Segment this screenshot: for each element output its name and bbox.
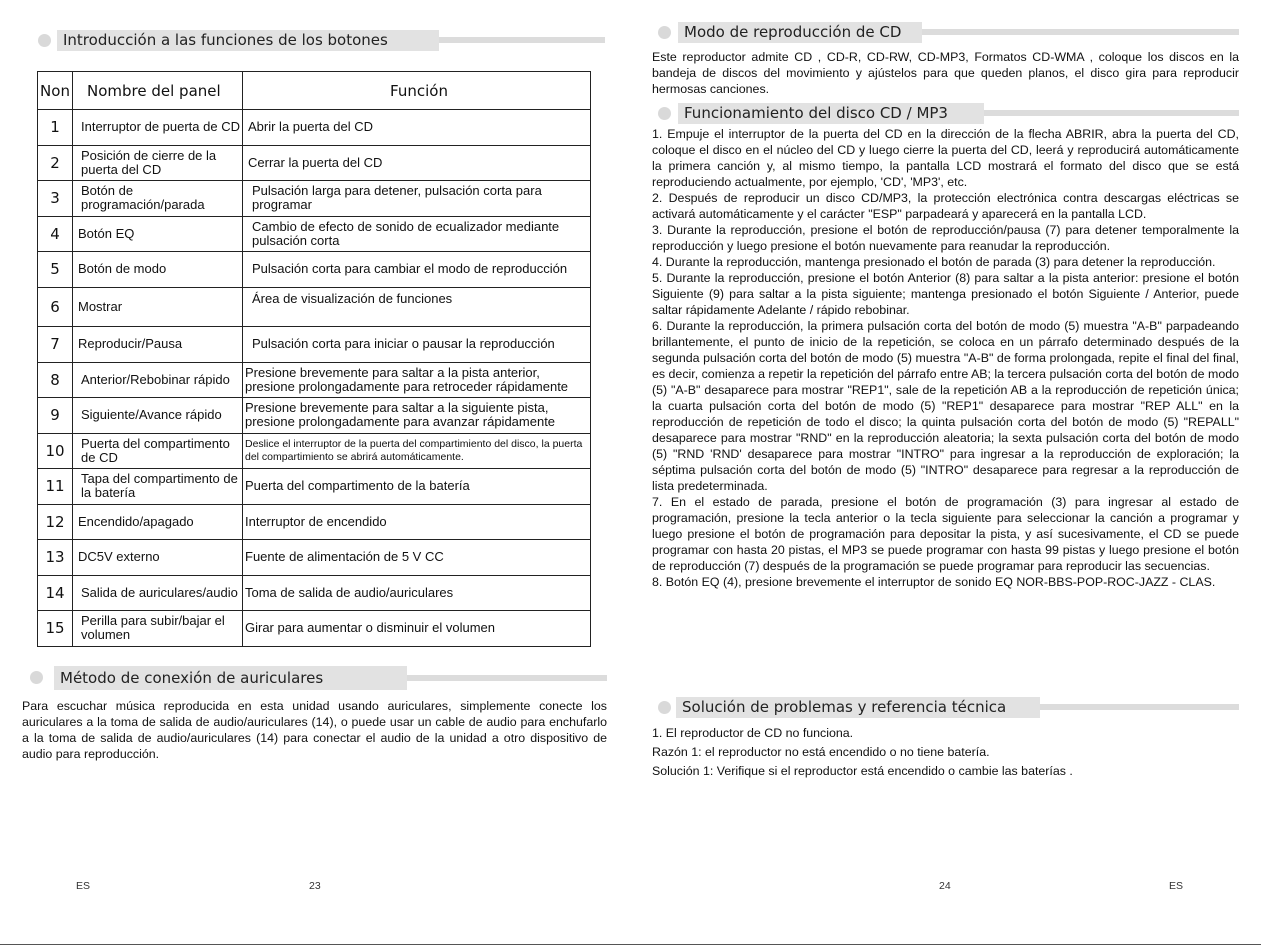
page-number: 24 <box>939 880 951 892</box>
section-title: Modo de reproducción de CD <box>678 22 922 43</box>
function-text: Área de visualización de funciones <box>243 287 591 327</box>
section-rule <box>407 675 607 681</box>
panel-name: Mostrar <box>73 287 243 327</box>
function-text: Presione brevemente para saltar a la siguiente pista, presione prolongadamente para avanzar rápidamente <box>243 398 591 434</box>
table-row <box>38 611 591 647</box>
list-item: 2. Después de reproducir un disco CD/MP3, la protección electrónica contra descargas eléctricas se activará automáticamente y el carácter "ESP" parpadeará y aparecerá en la pantalla LCD. <box>652 191 1239 221</box>
function-text: Deslice el interruptor de la puerta del compartimiento del disco, la puerta del compartimiento se abrirá automáticamente. <box>243 433 591 469</box>
panel-name: Posición de cierre de la puerta del CD <box>73 145 243 181</box>
column-header: Nombre del panel <box>73 72 243 110</box>
section-title: Introducción a las funciones de los botones <box>57 30 439 51</box>
table-header-row <box>38 72 591 110</box>
section-rule <box>984 110 1239 116</box>
table-row <box>38 181 591 217</box>
bullet-icon <box>658 701 671 714</box>
bullet-icon <box>658 107 671 120</box>
section-header-troubleshooting <box>631 697 1261 718</box>
row-number: 11 <box>38 469 73 505</box>
row-number: 9 <box>38 398 73 434</box>
function-text: Fuente de alimentación de 5 V CC <box>243 540 591 576</box>
headphones-paragraph <box>22 698 607 762</box>
table-row <box>38 216 591 252</box>
function-text: Interruptor de encendido <box>243 504 591 540</box>
function-text: Toma de salida de audio/auriculares <box>243 575 591 611</box>
list-item: 3. Durante la reproducción, presione el botón de reproducción/pausa (7) para detener temporalmente la reproducción y luego presione el botón nuevamente para reanudar la reproducción. <box>652 223 1239 253</box>
row-number: 8 <box>38 362 73 398</box>
panel-name: Siguiente/Avance rápido <box>73 398 243 434</box>
table-row <box>38 287 591 327</box>
section-header-headphones <box>0 666 630 690</box>
panel-name: Botón de modo <box>73 252 243 288</box>
table-row <box>38 398 591 434</box>
function-text: Cerrar la puerta del CD <box>243 145 591 181</box>
bullet-icon <box>30 671 43 684</box>
panel-name: Salida de auriculares/audio <box>73 575 243 611</box>
list-item: 1. El reproductor de CD no funciona. <box>652 726 854 740</box>
section-header-buttons <box>0 30 630 51</box>
left-page <box>0 0 630 946</box>
row-number: 7 <box>38 327 73 363</box>
cd-mode-paragraph <box>652 49 1239 97</box>
button-functions-table <box>37 71 591 647</box>
function-text: Abrir la puerta del CD <box>243 110 591 146</box>
row-number: 10 <box>38 433 73 469</box>
bottom-divider <box>0 944 1261 945</box>
footer-lang: ES <box>1169 880 1184 892</box>
panel-name: Tapa del compartimento de la batería <box>73 469 243 505</box>
right-page <box>631 0 1261 946</box>
section-header-cd-mode <box>631 22 1261 43</box>
list-item: Razón 1: el reproductor no está encendido o no tiene batería. <box>652 745 990 759</box>
section-rule <box>1040 704 1239 710</box>
table-row <box>38 327 591 363</box>
function-text: Pulsación corta para iniciar o pausar la reproducción <box>243 327 591 363</box>
table-row <box>38 433 591 469</box>
panel-name: Anterior/Rebobinar rápido <box>73 362 243 398</box>
panel-name: Botón de programación/parada <box>73 181 243 217</box>
table-row <box>38 145 591 181</box>
row-number: 6 <box>38 287 73 327</box>
row-number: 5 <box>38 252 73 288</box>
table-row <box>38 504 591 540</box>
panel-name: Puerta del compartimento de CD <box>73 433 243 469</box>
footer-lang: ES <box>76 880 91 892</box>
panel-name: Encendido/apagado <box>73 504 243 540</box>
body-text: Para escuchar música reproducida en esta unidad usando auriculares, simplemente conecte los auriculares a la toma de salida de audio/auriculares (14), o puede usar un cable de audio para enchufarlo a la toma de salida de audio/auriculares (14) para conectar el audio de la unidad a otro dispositivo de audio para reproducción. <box>22 699 607 761</box>
function-text: Cambio de efecto de sonido de ecualizador mediante pulsación corta <box>243 216 591 252</box>
section-rule <box>922 29 1239 35</box>
table-row <box>38 575 591 611</box>
row-number: 15 <box>38 611 73 647</box>
panel-name: Reproducir/Pausa <box>73 327 243 363</box>
list-item: 6. Durante la reproducción, la primera pulsación corta del botón de modo (5) muestra "A-B" parpadeando brillantemente, el punto de inicio de la repetición, se coloca en un párrafo determinado después de la segunda pulsación corta del botón de modo (5) muestra "A-B" de forma prolongada, repite el final del final, es decir, comienza a repetir la repetición del párrafo entre AB; la tercera pulsación corta del botón de modo (5) "A-B" desaparece para mostrar "REP1", sale de la repetición AB a la reproducción de repetición única; la cuarta pulsación corta del botón de modo (5) "REP1" desaparece para mostrar "REP ALL" en la reproducción de repetición de todo el disco; la quinta pulsación corta del botón de modo (5) "REPALL" desaparece para mostrar "RND" en la reproducción aleatoria; la sexta pulsación corta del botón de modo (5) "RND 'RND' desaparece para mostrar "INTRO" para ingresar a la reproducción de exploración; la séptima pulsación corta del botón de modo (5) "INTRO" desaparece para regresar a la reproducción de lista predeterminada. <box>652 319 1239 493</box>
section-title: Método de conexión de auriculares <box>54 666 407 690</box>
section-rule <box>439 37 605 43</box>
function-text: Puerta del compartimento de la batería <box>243 469 591 505</box>
column-header: Función <box>243 72 591 110</box>
list-item: 1. Empuje el interruptor de la puerta del CD en la dirección de la flecha ABRIR, abra la puerta del CD, coloque el disco en el núcleo del CD y luego cierre la puerta del CD, leerá y reproducirá automáticamente la primera canción y, al mismo tiempo, la pantalla LCD mostrará el formato del disco que se está reproduciendo actualmente, por ejemplo, 'CD', 'MP3', etc. <box>652 127 1239 189</box>
column-header: Non <box>38 72 73 110</box>
page-number: 23 <box>309 880 321 892</box>
panel-name: DC5V externo <box>73 540 243 576</box>
table-row <box>38 540 591 576</box>
section-header-cd-operation <box>631 103 1261 124</box>
function-text: Pulsación corta para cambiar el modo de reproducción <box>243 252 591 288</box>
row-number: 3 <box>38 181 73 217</box>
row-number: 4 <box>38 216 73 252</box>
function-text: Presione brevemente para saltar a la pista anterior, presione prolongadamente para retroceder rápidamente <box>243 362 591 398</box>
troubleshooting-list <box>652 724 1239 781</box>
list-item: Solución 1: Verifique si el reproductor está encendido o cambie las baterías . <box>652 764 1073 778</box>
row-number: 14 <box>38 575 73 611</box>
row-number: 2 <box>38 145 73 181</box>
row-number: 13 <box>38 540 73 576</box>
function-text: Pulsación larga para detener, pulsación corta para programar <box>243 181 591 217</box>
body-text: Este reproductor admite CD , CD-R, CD-RW, CD-MP3, Formatos CD-WMA , coloque los discos en la bandeja de discos del movimiento y ajústelos para que queden planos, el disco gira para reproducir hermosas canciones. <box>652 50 1239 96</box>
row-number: 12 <box>38 504 73 540</box>
list-item: 5. Durante la reproducción, presione el botón Anterior (8) para saltar a la pista anterior: presione el botón Siguiente (9) para saltar a la pista siguiente; mantenga presionado el botón Siguiente / Anterior, puede saltar rápidamente Adelante / rápido rebobinar. <box>652 271 1239 317</box>
panel-name: Interruptor de puerta de CD <box>73 110 243 146</box>
function-text: Girar para aumentar o disminuir el volumen <box>243 611 591 647</box>
row-number: 1 <box>38 110 73 146</box>
list-item: 4. Durante la reproducción, mantenga presionado el botón de parada (3) para detener la reproducción. <box>652 255 1216 269</box>
list-item: 8. Botón EQ (4), presione brevemente el interruptor de sonido EQ NOR-BBS-POP-ROC-JAZZ - CLAS. <box>652 575 1216 589</box>
panel-name: Perilla para subir/bajar el volumen <box>73 611 243 647</box>
table-row <box>38 362 591 398</box>
table-row <box>38 252 591 288</box>
section-title: Funcionamiento del disco CD / MP3 <box>678 103 984 124</box>
table-row <box>38 110 591 146</box>
panel-name: Botón EQ <box>73 216 243 252</box>
bullet-icon <box>658 26 671 39</box>
list-item: 7. En el estado de parada, presione el botón de programación (3) para ingresar al estado de programación, presione la tecla anterior o la tecla siguiente para seleccionar la canción a programar y luego presione el botón de programación para depositar la pista, y así sucesivamente, el CD se puede programar con hasta 20 pistas, el MP3 se puede programar con hasta 99 pistas y luego presione el botón de reproducción (7) después de la programación se puede programar para reproducir las secuencias. <box>652 495 1239 573</box>
cd-operation-list <box>652 126 1239 590</box>
table-row <box>38 469 591 505</box>
section-title: Solución de problemas y referencia técnica <box>676 697 1040 718</box>
bullet-icon <box>38 34 51 47</box>
